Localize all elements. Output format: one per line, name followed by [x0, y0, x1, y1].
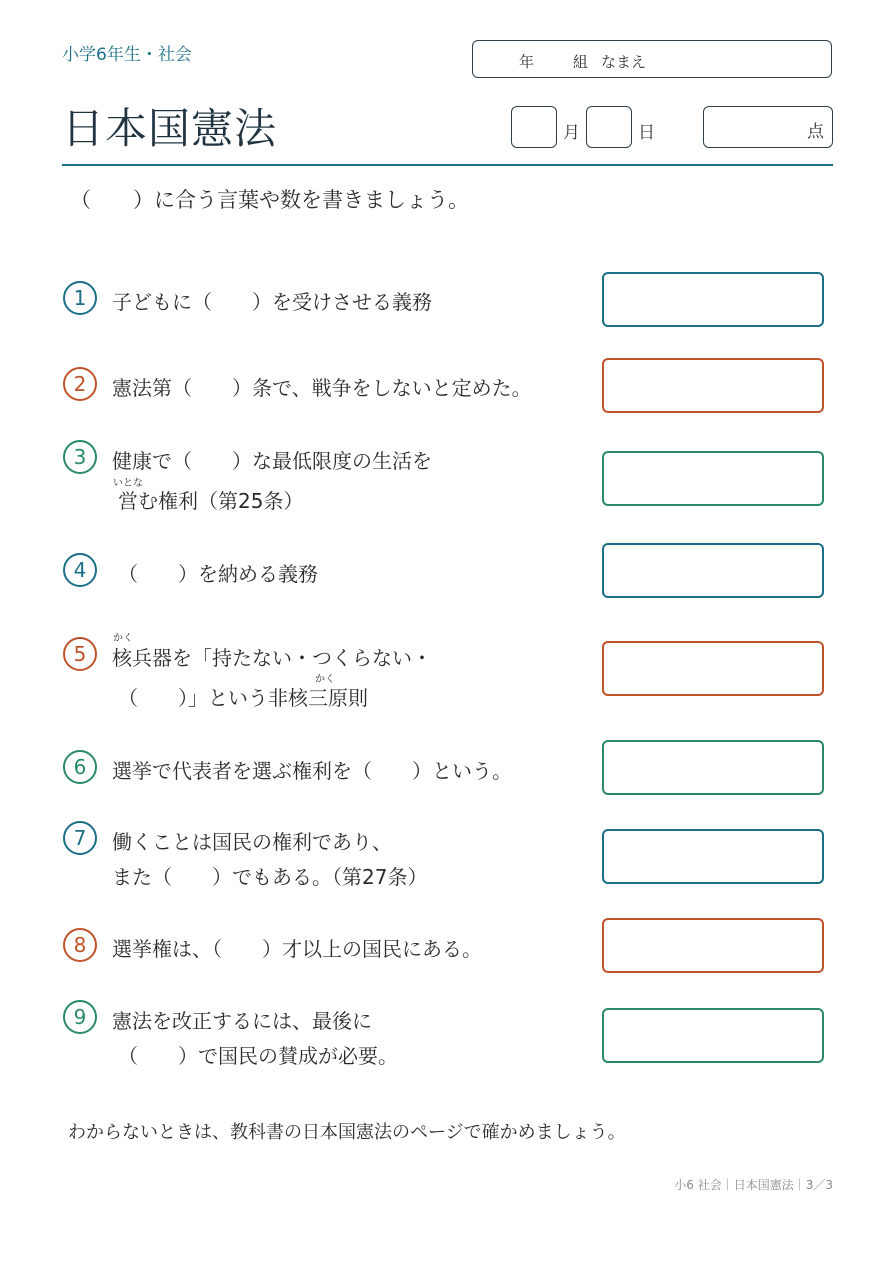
question-text: 憲法第（ ）条で、戦争をしないと定めた。: [112, 376, 532, 400]
name-field[interactable]: [472, 40, 832, 78]
name-label: なまえ: [601, 53, 647, 71]
question-text-line2: また（ ）でもある。（第27条）: [112, 865, 428, 889]
question-text: 働くことは国民の権利であり、: [112, 830, 392, 854]
furigana: かく: [113, 633, 133, 644]
question-number: 7: [63, 821, 97, 855]
score-field[interactable]: [703, 106, 833, 148]
grade-subject-label: 小学6年生・社会: [62, 45, 192, 65]
question-text: 子どもに（ ）を受けさせる義務: [112, 290, 432, 314]
question-number: 5: [63, 637, 97, 671]
answer-box-1[interactable]: [602, 272, 824, 327]
question-number: 9: [63, 1000, 97, 1034]
question-text-line2: 営む権利（第25条）: [118, 489, 304, 513]
furigana: かく: [315, 674, 335, 685]
question-text-line2: （ ）」という非核三原則: [118, 686, 368, 710]
question-number: 3: [63, 440, 97, 474]
answer-box-7[interactable]: [602, 829, 824, 884]
score-label: 点: [807, 122, 824, 142]
answer-box-3[interactable]: [602, 451, 824, 506]
answer-box-8[interactable]: [602, 918, 824, 973]
question-text: 核兵器を「持たない・つくらない・: [112, 646, 432, 670]
day-field[interactable]: [586, 106, 632, 148]
question-text: 健康で（ ）な最低限度の生活を: [112, 449, 432, 473]
answer-box-9[interactable]: [602, 1008, 824, 1063]
question-text: 選挙権は、（ ）才以上の国民にある。: [112, 937, 482, 961]
hint-text: わからないときは、教科書の日本国憲法のページで確かめましょう。: [68, 1122, 626, 1143]
month-field[interactable]: [511, 106, 557, 148]
page-info: 小6 社会｜日本国憲法｜3／3: [674, 1178, 833, 1192]
answer-box-4[interactable]: [602, 543, 824, 598]
class-label: 組: [573, 53, 589, 71]
question-text: 選挙で代表者を選ぶ権利を（ ）という。: [112, 759, 512, 783]
instruction-text: （ ）に合う言葉や数を書きましょう。: [70, 188, 469, 212]
header-divider: [62, 164, 833, 166]
question-text: 憲法を改正するには、最後に: [112, 1009, 372, 1033]
question-text-line2: （ ）で国民の賛成が必要。: [118, 1044, 398, 1068]
answer-box-2[interactable]: [602, 358, 824, 413]
answer-box-5[interactable]: [602, 641, 824, 696]
page-title: 日本国憲法: [62, 104, 278, 153]
month-label: 月: [563, 123, 580, 143]
answer-box-6[interactable]: [602, 740, 824, 795]
question-text: （ ）を納める義務: [118, 562, 318, 586]
furigana: いとな: [113, 478, 143, 489]
question-number: 1: [63, 281, 97, 315]
question-number: 4: [63, 553, 97, 587]
question-number: 8: [63, 928, 97, 962]
day-label: 日: [638, 123, 655, 143]
question-number: 6: [63, 750, 97, 784]
year-label: 年: [519, 53, 535, 71]
question-number: 2: [63, 367, 97, 401]
